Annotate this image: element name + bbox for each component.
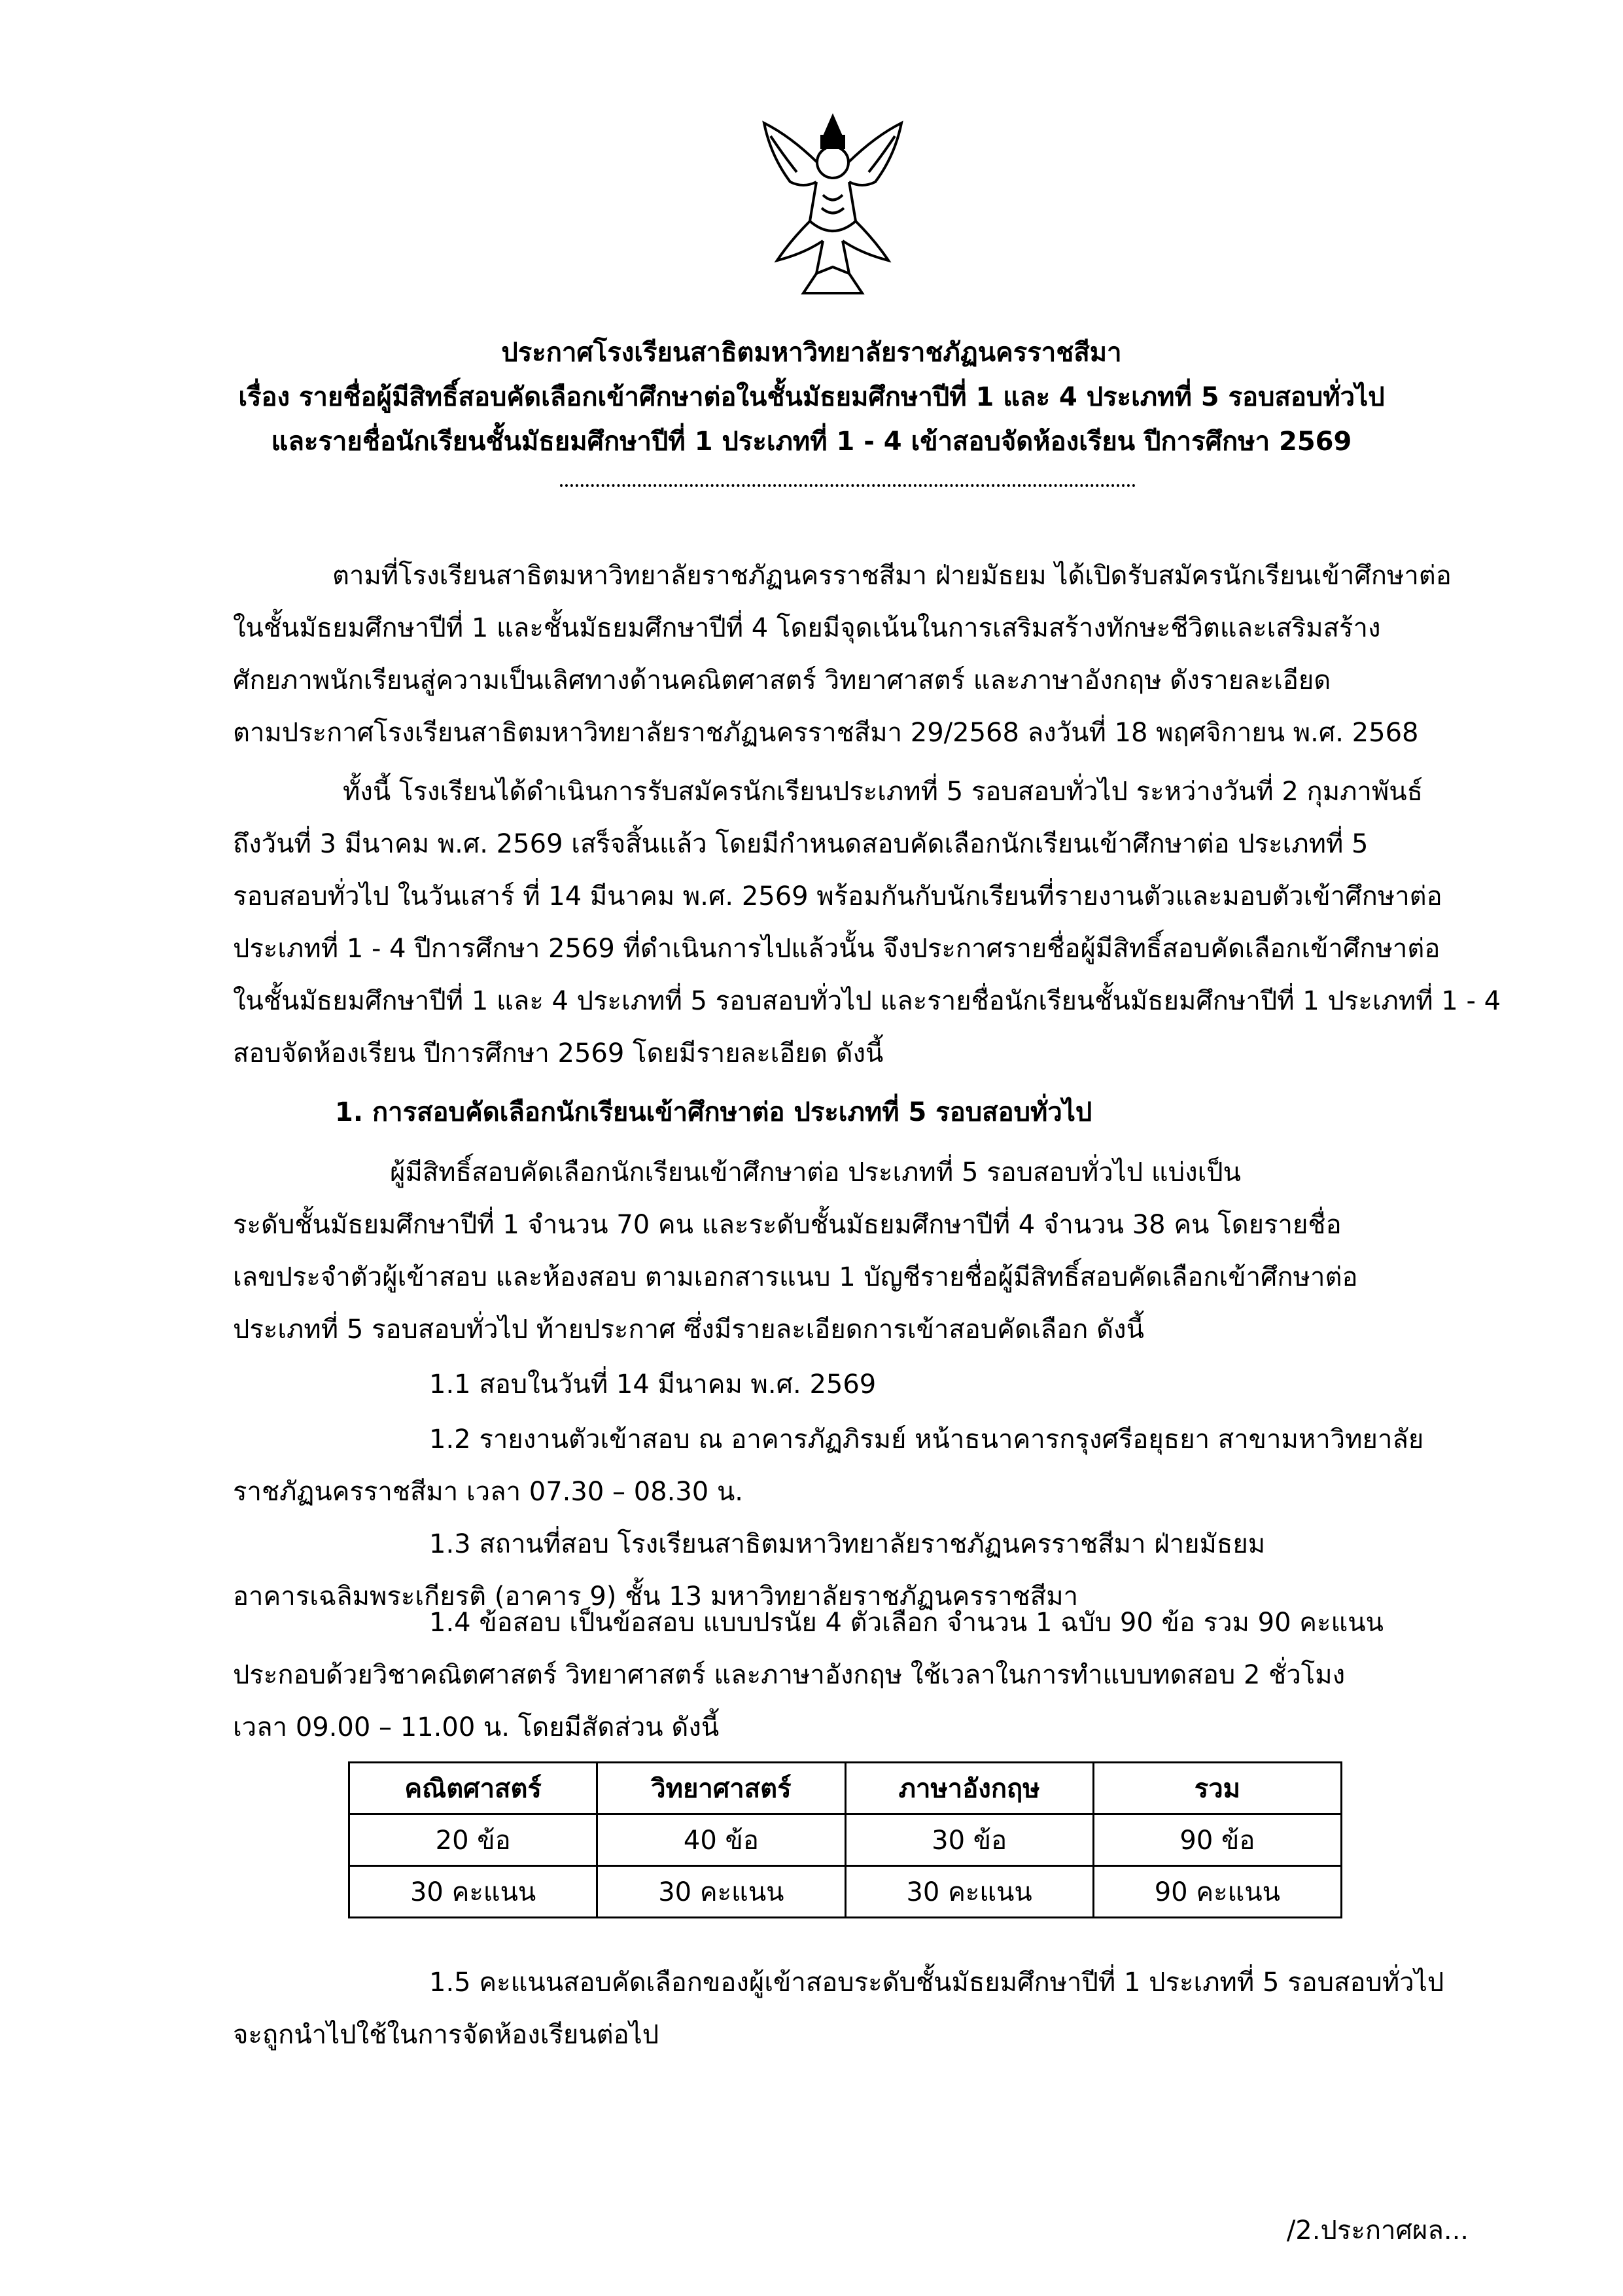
section-1-intro-line: ประเภทที่ 5 รอบสอบทั่วไป ท้ายประกาศ ซึ่งมีรายละเอียดการเข้าสอบคัดเลือก ดังนี้ (233, 1315, 1144, 1345)
item-1-5 (233, 1956, 1469, 2061)
paragraph-2-line: สอบจัดห้องเรียน ปีการศึกษา 2569 โดยมีรายละเอียด ดังนี้ (233, 1038, 884, 1069)
item-1-1-line: 1.1 สอบในวันที่ 14 มีนาคม พ.ศ. 2569 (429, 1369, 877, 1400)
heading-line-1: ประกาศโรงเรียนสาธิตมหาวิทยาลัยราชภัฏนครราชสีมา (501, 338, 1122, 368)
continuation-marker: /2.ประกาศผล... (1286, 2216, 1469, 2246)
table-cell: 20 ข้อ (349, 1814, 597, 1866)
item-1-1 (233, 1358, 1469, 1411)
paragraph-1-line: ตามประกาศโรงเรียนสาธิตมหาวิทยาลัยราชภัฏนครราชสีมา 29/2568 ลงวันที่ 18 พฤศจิกายน พ.ศ. 2568 (233, 718, 1419, 748)
paragraph-2-line: รอบสอบทั่วไป ในวันเสาร์ ที่ 14 มีนาคม พ.ศ. 2569 พร้อมกันกับนักเรียนที่รายงานตัวและมอบตัวเข้าศึกษาต่อ (233, 881, 1442, 911)
table-cell: 40 ข้อ (597, 1814, 845, 1866)
item-1-4-line: เวลา 09.00 – 11.00 น. โดยมีสัดส่วน ดังนี้ (233, 1712, 720, 1742)
garuda-emblem-icon (751, 110, 915, 300)
item-1-2-line: ราชภัฏนครราชสีมา เวลา 07.30 – 08.30 น. (233, 1477, 743, 1507)
paragraph-2-line: ถึงวันที่ 3 มีนาคม พ.ศ. 2569 เสร็จสิ้นแล้ว โดยมีกำหนดสอบคัดเลือกนักเรียนเข้าศึกษาต่อ ประเภทที่ 5 (233, 829, 1369, 859)
section-1-intro (233, 1146, 1469, 1356)
item-1-2 (233, 1413, 1469, 1518)
section-1-title: 1. การสอบคัดเลือกนักเรียนเข้าศึกษาต่อ ประเภทที่ 5 รอบสอบทั่วไป (335, 1097, 1092, 1127)
paragraph-2-line: ในชั้นมัธยมศึกษาปีที่ 1 และ 4 ประเภทที่ 5 รอบสอบทั่วไป และรายชื่อนักเรียนชั้นมัธยมศึกษาปีที่ 1 ประเภทที่ 1 - 4 (233, 986, 1501, 1016)
exam-score-table (348, 1761, 1342, 1918)
heading-line-3: และรายชื่อนักเรียนชั้นมัธยมศึกษาปีที่ 1 ประเภทที่ 1 - 4 เข้าสอบจัดห้องเรียน ปีการศึกษา 2569 (271, 427, 1352, 457)
table-header-cell: รวม (1093, 1763, 1341, 1814)
item-1-2-line: 1.2 รายงานตัวเข้าสอบ ณ อาคารภัฏภิรมย์ หน้าธนาคารกรุงศรีอยุธยา สาขามหาวิทยาลัย (429, 1424, 1424, 1455)
item-1-4-line: 1.4 ข้อสอบ เป็นข้อสอบ แบบปรนัย 4 ตัวเลือก จำนวน 1 ฉบับ 90 ข้อ รวม 90 คะแนน (429, 1608, 1384, 1638)
table-cell: 30 คะแนน (349, 1866, 597, 1918)
table-cell: 90 ข้อ (1093, 1814, 1341, 1866)
table-header-cell: คณิตศาสตร์ (349, 1763, 597, 1814)
paragraph-2-line: ทั้งนี้ โรงเรียนได้ดำเนินการรับสมัครนักเรียนประเภทที่ 5 รอบสอบทั่วไป ระหว่างวันที่ 2 กุมภาพันธ์ (343, 777, 1423, 807)
paragraph-1 (233, 550, 1469, 759)
section-1-intro-line: ผู้มีสิทธิ์สอบคัดเลือกนักเรียนเข้าศึกษาต่อ ประเภทที่ 5 รอบสอบทั่วไป แบ่งเป็น (390, 1157, 1242, 1188)
table-cell: 30 คะแนน (845, 1866, 1093, 1918)
table-row (349, 1866, 1342, 1918)
item-1-3-line: 1.3 สถานที่สอบ โรงเรียนสาธิตมหาวิทยาลัยราชภัฏนครราชสีมา ฝ่ายมัธยม (429, 1529, 1266, 1559)
table-cell: 90 คะแนน (1093, 1866, 1341, 1918)
paragraph-2 (233, 766, 1501, 1080)
table-cell: 30 คะแนน (597, 1866, 845, 1918)
item-1-4-line: ประกอบด้วยวิชาคณิตศาสตร์ วิทยาศาสตร์ และภาษาอังกฤษ ใช้เวลาในการทำแบบทดสอบ 2 ชั่วโมง (233, 1660, 1346, 1690)
section-1-intro-line: เลขประจำตัวผู้เข้าสอบ และห้องสอบ ตามเอกสารแนบ 1 บัญชีรายชื่อผู้มีสิทธิ์สอบคัดเลือกเข้าศึกษาต่อ (233, 1262, 1358, 1292)
paragraph-1-line: ในชั้นมัธยมศึกษาปีที่ 1 และชั้นมัธยมศึกษาปีที่ 4 โดยมีจุดเน้นในการเสริมสร้างทักษะชีวิตและเสริมสร้าง (233, 613, 1381, 643)
heading-line-2: เรื่อง รายชื่อผู้มีสิทธิ์สอบคัดเลือกเข้าศึกษาต่อในชั้นมัธยมศึกษาปีที่ 1 และ 4 ประเภทที่ 5 รอบสอบทั่วไป (238, 382, 1385, 412)
item-1-5-line: จะถูกนำไปใช้ในการจัดห้องเรียนต่อไป (233, 2020, 659, 2050)
table-cell: 30 ข้อ (845, 1814, 1093, 1866)
dotted-separator (560, 484, 1136, 487)
paragraph-1-line: ศักยภาพนักเรียนสู่ความเป็นเลิศทางด้านคณิตศาสตร์ วิทยาศาสตร์ และภาษาอังกฤษ ดังรายละเอียด (233, 665, 1331, 696)
announcement-heading (131, 330, 1492, 464)
paragraph-1-line: ตามที่โรงเรียนสาธิตมหาวิทยาลัยราชภัฏนครราชสีมา ฝ่ายมัธยม ได้เปิดรับสมัครนักเรียนเข้าศึกษาต่อ (332, 561, 1452, 591)
item-1-4 (233, 1597, 1469, 1754)
table-row (349, 1814, 1342, 1866)
table-header-cell: วิทยาศาสตร์ (597, 1763, 845, 1814)
item-1-5-line: 1.5 คะแนนสอบคัดเลือกของผู้เข้าสอบระดับชั้นมัธยมศึกษาปีที่ 1 ประเภทที่ 5 รอบสอบทั่วไป (429, 1968, 1444, 1998)
table-header-cell: ภาษาอังกฤษ (845, 1763, 1093, 1814)
paragraph-2-line: ประเภทที่ 1 - 4 ปีการศึกษา 2569 ที่ดำเนินการไปแล้วนั้น จึงประกาศรายชื่อผู้มีสิทธิ์สอบคัดเลือกเข้าศึกษาต่อ (233, 934, 1440, 964)
section-1-intro-line: ระดับชั้นมัธยมศึกษาปีที่ 1 จำนวน 70 คน และระดับชั้นมัธยมศึกษาปีที่ 4 จำนวน 38 คน โดยรายชื่อ (233, 1210, 1342, 1240)
table-header-row (349, 1763, 1342, 1814)
item-1-3-line: อาคารเฉลิมพระเกียรติ (อาคาร 9) ชั้น 13 มหาวิทยาลัยราชภัฏนครราชสีมา (233, 1581, 1079, 1612)
